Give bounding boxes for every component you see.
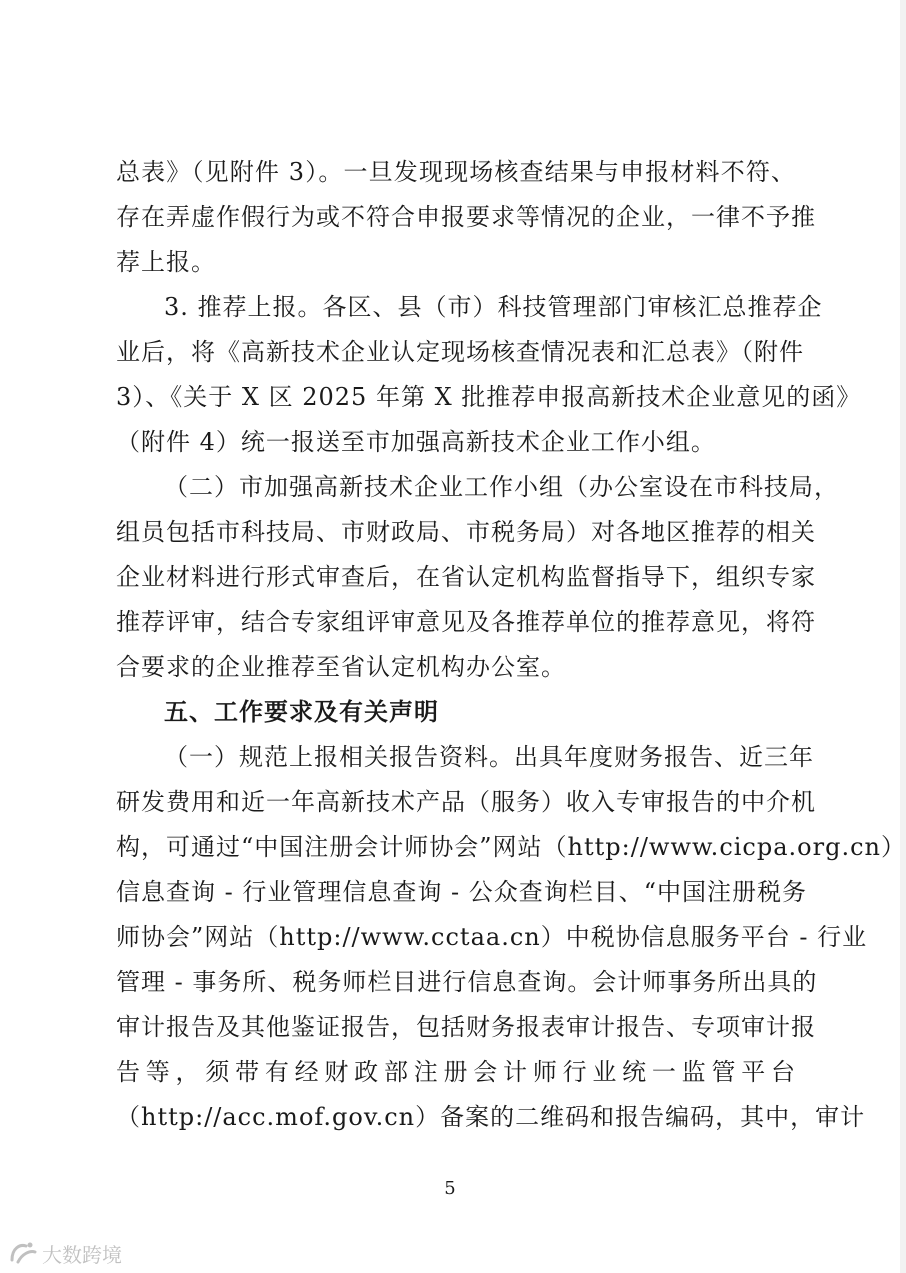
text-line: （http://acc.mof.gov.cn）备案的二维码和报告编码，其中，审计	[116, 1103, 866, 1131]
text-line: 组员包括市科技局、市财政局、市税务局）对各地区推荐的相关	[116, 518, 816, 546]
text-line: （一）规范上报相关报告资料。出具年度财务报告、近三年	[164, 743, 814, 771]
text-line: 构，可通过“中国注册会计师协会”网站（http://www.cicpa.org.cn）	[116, 833, 906, 861]
text-line: （二）市加强高新技术企业工作小组（办公室设在市科技局，	[164, 473, 839, 501]
text-line: 存在弄虚作假行为或不符合申报要求等情况的企业，一律不予推	[116, 203, 816, 231]
text-line: 信息查询 - 行业管理信息查询 - 公众查询栏目、“中国注册税务	[116, 878, 808, 906]
text-line: 告等，须带有经财政部注册会计师行业统一监管平台	[116, 1058, 796, 1086]
text-line: 业后，将《高新技术企业认定现场核查情况表和汇总表》（附件	[116, 338, 804, 366]
document-body	[116, 150, 906, 1140]
text-line: （附件 4）统一报送至市加强高新技术企业工作小组。	[116, 428, 716, 456]
text-line: 荐上报。	[116, 248, 216, 276]
text-line: 管理 - 事务所、税务师栏目进行信息查询。会计师事务所出具的	[116, 968, 818, 996]
watermark	[8, 1238, 122, 1268]
page-number: 5	[444, 1178, 456, 1199]
text-line: 研发费用和近一年高新技术产品（服务）收入专审报告的中介机	[116, 788, 816, 816]
text-line: 3. 推荐上报。各区、县（市）科技管理部门审核汇总推荐企	[164, 293, 823, 321]
text-line: 师协会”网站（http://www.cctaa.cn）中税协信息服务平台 - 行业	[116, 923, 868, 951]
text-line: 推荐评审，结合专家组评审意见及各推荐单位的推荐意见，将符	[116, 608, 816, 636]
watermark-text: 大数跨境	[42, 1242, 122, 1267]
text-line: 审计报告及其他鉴证报告，包括财务报表审计报告、专项审计报	[116, 1013, 816, 1041]
section-heading: 五、工作要求及有关声明	[164, 698, 439, 726]
text-line: 合要求的企业推荐至省认定机构办公室。	[116, 653, 566, 681]
text-line: 3）、《关于 X 区 2025 年第 X 批推荐申报高新技术企业意见的函》	[116, 383, 862, 411]
brand-logo-icon	[8, 1240, 38, 1266]
text-line: 企业材料进行形式审查后，在省认定机构监督指导下，组织专家	[116, 563, 816, 591]
text-line: 总表》（见附件 3）。一旦发现现场核查结果与申报材料不符、	[116, 158, 796, 186]
